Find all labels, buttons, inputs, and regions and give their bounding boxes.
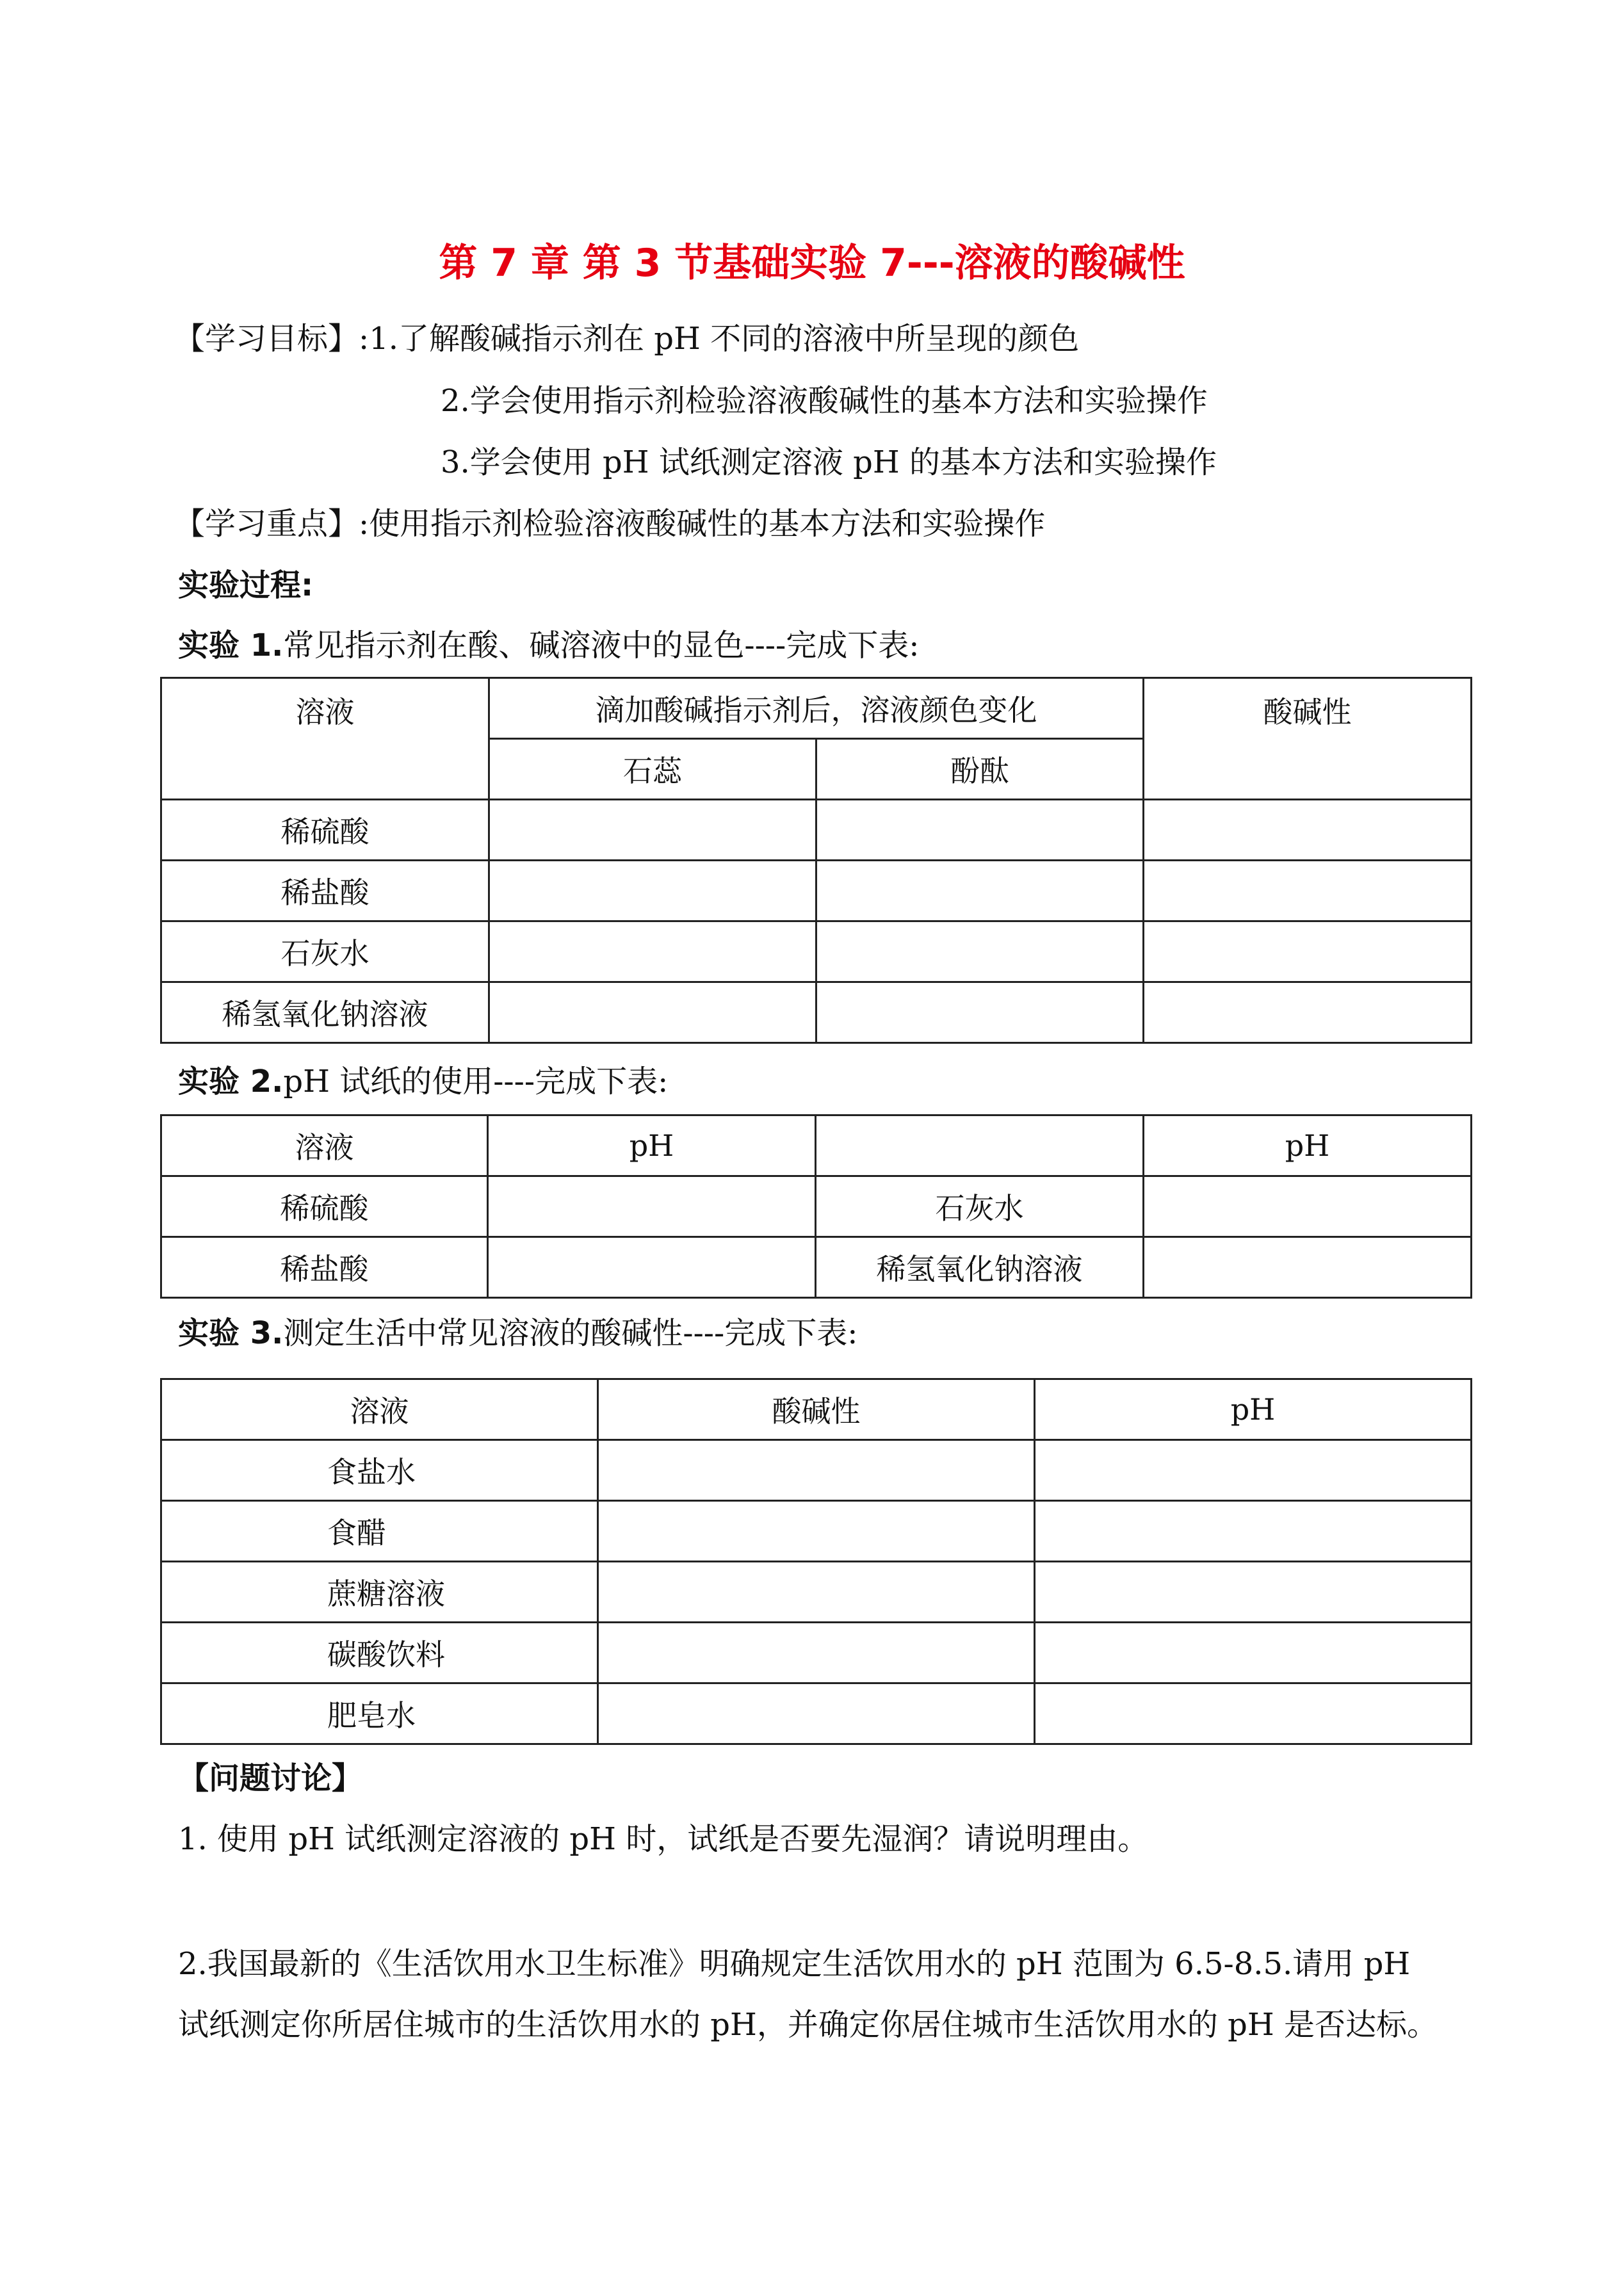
- exp3-row-label: 蔗糖溶液: [161, 1562, 598, 1623]
- exp3-row-label: 食醋: [161, 1501, 598, 1562]
- answer-cell: [1144, 1237, 1472, 1298]
- exp1-header-solution: 溶液: [161, 678, 489, 800]
- answer-cell: [598, 1623, 1035, 1683]
- answer-cell: [598, 1501, 1035, 1562]
- focus-text: 使用指示剂检验溶液酸碱性的基本方法和实验操作: [369, 506, 1046, 542]
- focus-label: 【学习重点】:: [174, 506, 369, 542]
- answer-cell: [598, 1562, 1035, 1623]
- discussion-question-2-line-2: 试纸测定你所居住城市的生活饮用水的 pH，并确定你居住城市生活饮用水的 pH 是否达标。: [178, 2007, 1438, 2043]
- exp2-header-ph: pH: [488, 1115, 816, 1176]
- table-row: [161, 861, 1472, 921]
- answer-cell: [488, 1237, 816, 1298]
- exp1-label: 实验 1.: [178, 628, 284, 663]
- answer-cell: [816, 921, 1144, 982]
- answer-cell: [816, 861, 1144, 921]
- objectives-line-1: [174, 318, 1079, 359]
- exp1-header-litmus: 石蕊: [489, 739, 816, 800]
- table-row: [161, 921, 1472, 982]
- exp1-table: [160, 677, 1472, 1044]
- answer-cell: [1144, 1176, 1472, 1237]
- answer-cell: [816, 982, 1144, 1043]
- answer-cell: [1144, 861, 1472, 921]
- answer-cell: [598, 1440, 1035, 1501]
- exp1-row-label: 稀氢氧化钠溶液: [161, 982, 489, 1043]
- exp2-text: pH 试纸的使用----完成下表:: [283, 1064, 669, 1099]
- table-row: [161, 982, 1472, 1043]
- exp2-header-solution: 溶液: [161, 1115, 488, 1176]
- exp2-row-label: 稀硫酸: [161, 1176, 488, 1237]
- table-row: [161, 1562, 1472, 1623]
- exp3-header-solution: 溶液: [161, 1379, 598, 1440]
- table-row: [161, 1237, 1472, 1298]
- table-row: [161, 1176, 1472, 1237]
- exp3-header-ph: pH: [1035, 1379, 1472, 1440]
- answer-cell: [1035, 1562, 1472, 1623]
- exp2-table: [160, 1114, 1472, 1299]
- answer-cell: [1144, 982, 1472, 1043]
- exp2-row-label: 稀盐酸: [161, 1237, 488, 1298]
- exp3-table: [160, 1378, 1472, 1745]
- exp3-label: 实验 3.: [178, 1315, 284, 1351]
- answer-cell: [1035, 1440, 1472, 1501]
- exp3-heading: [178, 1313, 857, 1354]
- discussion-question-1: 1. 使用 pH 试纸测定溶液的 pH 时，试纸是否要先湿润？请说明理由。: [178, 1821, 1149, 1857]
- table-row: [161, 1623, 1472, 1683]
- exp3-text: 测定生活中常见溶液的酸碱性----完成下表:: [283, 1315, 858, 1351]
- exp2-heading: [178, 1061, 668, 1102]
- process-heading: 实验过程:: [178, 567, 314, 603]
- objective-item: 1.了解酸碱指示剂在 pH 不同的溶液中所呈现的颜色: [369, 321, 1080, 357]
- exp1-header-color-change: 滴加酸碱指示剂后，溶液颜色变化: [489, 678, 1144, 739]
- discussion-question-2-line-1: 2.我国最新的《生活饮用水卫生标准》明确规定生活饮用水的 pH 范围为 6.5-8.5.请用 pH: [178, 1946, 1411, 1982]
- objectives-label: 【学习目标】:: [174, 321, 369, 357]
- answer-cell: [489, 982, 816, 1043]
- exp3-row-label: 肥皂水: [161, 1683, 598, 1744]
- answer-cell: [489, 800, 816, 861]
- answer-cell: [1144, 921, 1472, 982]
- document-title: 第 7 章 第 3 节基础实验 7---溶液的酸碱性: [439, 241, 1185, 286]
- answer-cell: [488, 1176, 816, 1237]
- focus-line: [174, 503, 1045, 544]
- table-row: [161, 1440, 1472, 1501]
- exp1-row-label: 稀盐酸: [161, 861, 489, 921]
- exp2-row-label: 石灰水: [816, 1176, 1144, 1237]
- objective-item: 2.学会使用指示剂检验溶液酸碱性的基本方法和实验操作: [441, 383, 1208, 419]
- answer-cell: [489, 861, 816, 921]
- exp3-header-acidity: 酸碱性: [598, 1379, 1035, 1440]
- exp1-row-label: 石灰水: [161, 921, 489, 982]
- exp1-header-phenolphthalein: 酚酞: [816, 739, 1144, 800]
- exp1-header-acidity: 酸碱性: [1144, 678, 1472, 800]
- answer-cell: [489, 921, 816, 982]
- answer-cell: [1144, 800, 1472, 861]
- objective-item: 3.学会使用 pH 试纸测定溶液 pH 的基本方法和实验操作: [441, 444, 1217, 480]
- answer-cell: [1035, 1623, 1472, 1683]
- table-row: [161, 800, 1472, 861]
- exp2-header-ph: pH: [1144, 1115, 1472, 1176]
- exp3-row-label: 食盐水: [161, 1440, 598, 1501]
- exp2-header-blank: [816, 1115, 1144, 1176]
- discussion-heading: 【问题讨论】: [178, 1760, 363, 1796]
- exp1-row-label: 稀硫酸: [161, 800, 489, 861]
- exp2-label: 实验 2.: [178, 1064, 284, 1099]
- answer-cell: [1035, 1501, 1472, 1562]
- table-row: [161, 1501, 1472, 1562]
- answer-cell: [598, 1683, 1035, 1744]
- table-row: [161, 1683, 1472, 1744]
- answer-cell: [1035, 1683, 1472, 1744]
- exp3-row-label: 碳酸饮料: [161, 1623, 598, 1683]
- exp2-row-label: 稀氢氧化钠溶液: [816, 1237, 1144, 1298]
- exp1-text: 常见指示剂在酸、碱溶液中的显色----完成下表:: [283, 628, 920, 663]
- exp1-heading: [178, 625, 919, 666]
- answer-cell: [816, 800, 1144, 861]
